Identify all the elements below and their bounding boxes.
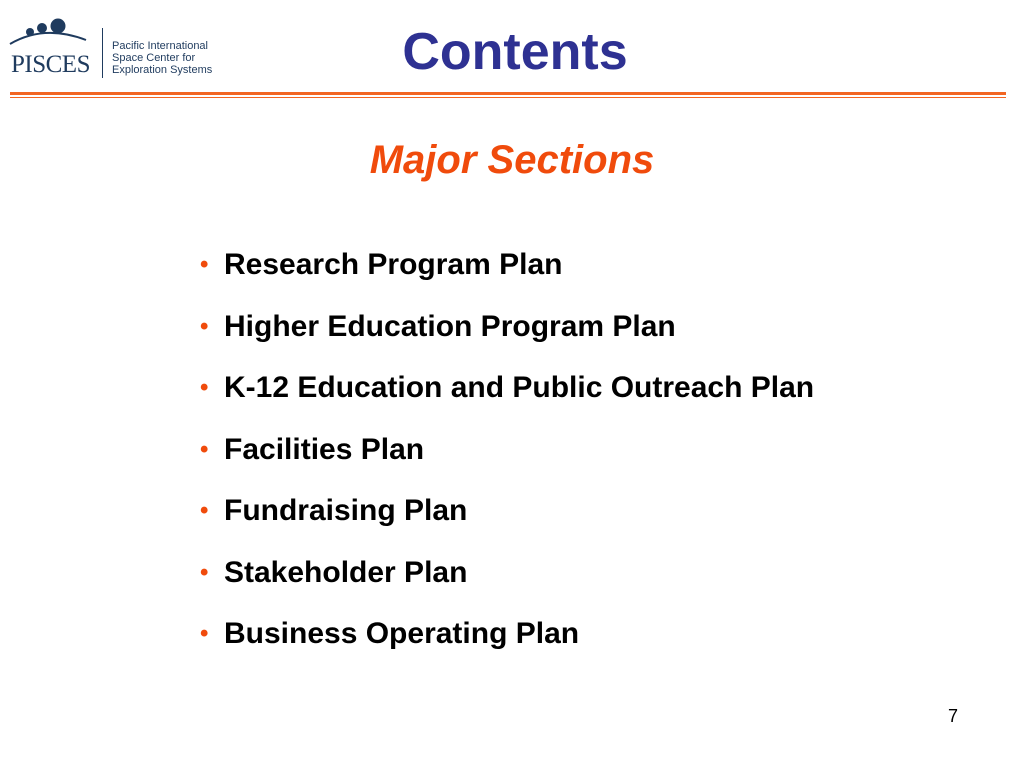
section-label: Facilities Plan [224, 432, 425, 466]
section-label: K-12 Education and Public Outreach Plan [224, 371, 815, 404]
section-item [200, 369, 814, 431]
bullet-icon: • [200, 374, 209, 401]
header-rule-thin [10, 97, 1006, 98]
section-item [200, 492, 814, 554]
bullet-icon: • [200, 620, 209, 647]
section-label: Stakeholder Plan [224, 555, 468, 589]
slide-title: Contents [402, 23, 628, 81]
bullet-icon: • [200, 558, 209, 586]
section-label: Fundraising Plan [224, 494, 468, 527]
section-label: Higher Education Program Plan [224, 309, 676, 343]
bullet-icon: • [200, 312, 209, 340]
logo-subtitle-line: Space Center for [112, 52, 196, 64]
section-item [200, 246, 814, 308]
slide-subtitle: Major Sections [369, 138, 655, 182]
section-list [200, 246, 814, 677]
section-label: Research Program Plan [224, 248, 563, 281]
section-item [200, 308, 814, 370]
logo-subtitle-line: Pacific International [112, 40, 208, 52]
bullet-icon: • [200, 497, 209, 524]
logo-subtitle-line: Exploration Systems [112, 64, 213, 76]
bullet-icon: • [200, 251, 209, 278]
section-item [200, 615, 814, 677]
section-label: Business Operating Plan [224, 617, 580, 650]
section-item [200, 554, 814, 616]
logo-wordmark: PISCES [11, 51, 90, 78]
section-item [200, 431, 814, 493]
header-rule [10, 92, 1006, 95]
page-number: 7 [948, 706, 959, 726]
bullet-icon: • [200, 435, 209, 463]
